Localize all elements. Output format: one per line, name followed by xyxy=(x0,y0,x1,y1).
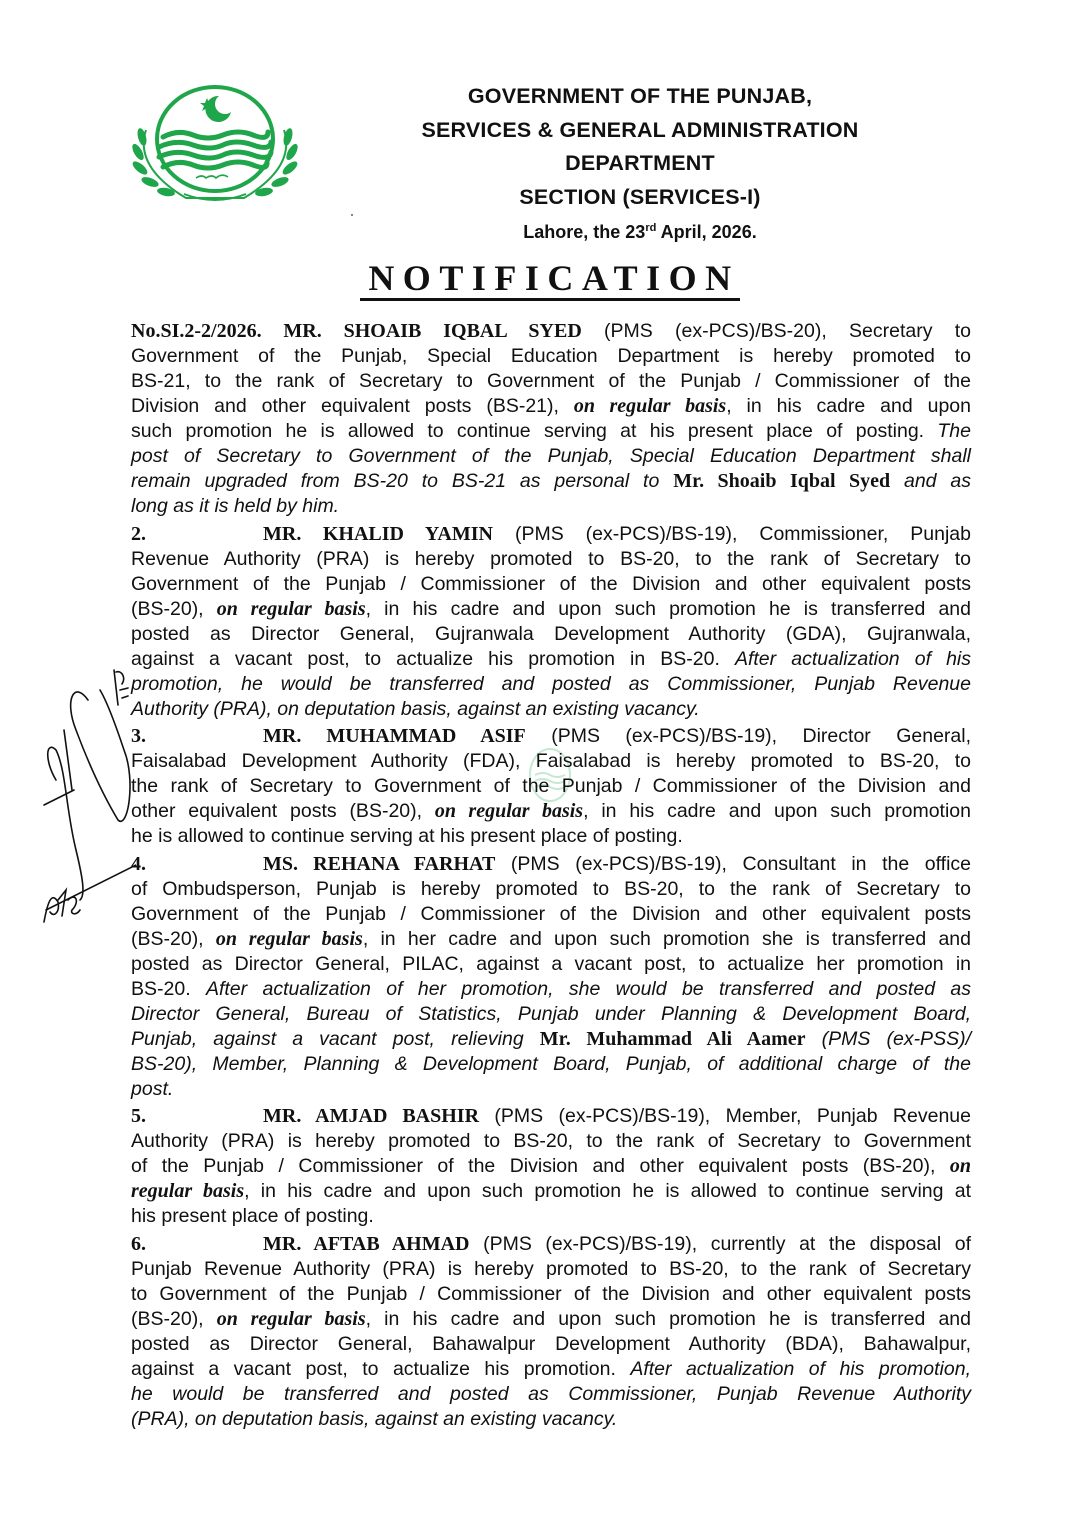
officer-name: MR. AMJAD BASHIR xyxy=(263,1105,480,1127)
body-text: (PMS (ex-PCS)/BS-19), currently at the disposal of xyxy=(469,1232,971,1255)
body-text: (PMS (ex-PCS)/BS-19), Commissioner, Punjab xyxy=(492,522,971,545)
paragraph-line xyxy=(131,852,971,877)
body-text: and as xyxy=(890,470,971,492)
body-text: BS-20. xyxy=(131,977,206,1000)
paragraph-line xyxy=(131,319,971,344)
body-text: he is allowed to continue serving at his present place of posting. xyxy=(131,825,683,847)
officer-name: No.SI.2-2/2026. MR. SHOAIB IQBAL SYED xyxy=(131,320,582,342)
body-text: (BS-20), xyxy=(131,927,216,950)
paragraph-number: 2. xyxy=(131,522,146,545)
header-line: SECTION (SERVICES-I) xyxy=(519,184,761,209)
date-line xyxy=(340,222,940,243)
paragraph-line xyxy=(131,1257,971,1282)
paragraph-line xyxy=(131,1129,971,1154)
paragraph-number: 4. xyxy=(131,852,146,875)
body-text: Government of the Punjab / Commissioner of the Division and other equivalent posts xyxy=(131,902,971,925)
notification-paragraph xyxy=(131,1104,971,1229)
paragraph-line xyxy=(131,444,971,469)
paragraph-line xyxy=(131,1307,971,1332)
header-line: GOVERNMENT OF THE PUNJAB, xyxy=(467,84,813,108)
paragraph-line xyxy=(131,394,971,419)
emphasis-text: on regular basis xyxy=(434,800,584,822)
body-text: of the Punjab / Commissioner of the Division and other equivalent posts (BS-20), xyxy=(131,1155,950,1177)
notification-paragraph xyxy=(131,522,971,722)
paragraph-line xyxy=(131,522,971,547)
body-text: Authority (PRA), on deputation basis, against an existing vacancy. xyxy=(131,697,700,720)
body-text: Punjab, against a vacant post, relieving xyxy=(131,1027,540,1050)
paragraph-line xyxy=(131,927,971,952)
department-header xyxy=(340,80,940,214)
body-text: other equivalent posts (BS-20), xyxy=(131,800,435,822)
stray-dot xyxy=(351,214,353,216)
paragraph-line xyxy=(131,622,971,647)
paragraph-line xyxy=(131,952,971,977)
body-text: remain upgraded from BS-20 to BS-21 as personal to xyxy=(131,470,674,492)
paragraph-line xyxy=(131,1179,971,1204)
paragraph-line xyxy=(131,419,971,444)
notification-paragraph xyxy=(131,852,971,1102)
paragraph-line xyxy=(131,1027,971,1052)
paragraph-line xyxy=(131,1052,971,1077)
body-text: the rank of Secretary to Government of the Punjab / Commissioner of the Division and xyxy=(131,775,971,797)
officer-name: MR. KHALID YAMIN xyxy=(263,522,493,545)
paragraph-line xyxy=(131,597,971,622)
paragraph-line xyxy=(131,749,971,774)
paragraph-line xyxy=(131,469,971,494)
body-text: , in his cadre and upon such promotion he is transferred and xyxy=(365,1307,971,1330)
body-text: , in her cadre and upon such promotion she is transferred and xyxy=(362,927,971,950)
paragraph-line xyxy=(131,1407,971,1432)
paragraph-line xyxy=(131,1154,971,1179)
body-text: After actualization of his xyxy=(734,647,971,670)
paragraph-line xyxy=(131,1204,971,1229)
body-text: (BS-20), xyxy=(131,1307,217,1330)
body-text: long as it is held by him. xyxy=(131,495,340,517)
body-text: post of Secretary to Government of the Punjab, Special Education Department shall xyxy=(131,445,971,467)
paragraph-line xyxy=(131,572,971,597)
body-text: Government of the Punjab / Commissioner of the Division and other equivalent posts xyxy=(131,572,971,595)
notification-title xyxy=(340,258,760,298)
paragraph-line xyxy=(131,547,971,572)
body-text: Authority (PRA) is hereby promoted to BS-20, to the rank of Secretary to Government xyxy=(131,1130,971,1152)
body-text: After actualization of her promotion, she would be transferred and posted as xyxy=(205,977,971,1000)
paragraph-line xyxy=(131,1332,971,1357)
body-text: posted as Director General, Gujranwala Development Authority (GDA), Gujranwala, xyxy=(131,622,971,645)
body-text: posted as Director General, PILAC, against a vacant post, to actualize her promotion in xyxy=(131,952,971,975)
paragraph-line xyxy=(131,977,971,1002)
paragraph-line xyxy=(131,494,971,519)
body-text: , in his cadre and upon xyxy=(726,395,971,417)
body-text: against a vacant post, to actualize his promotion. xyxy=(131,1357,631,1380)
paragraph-line xyxy=(131,1357,971,1382)
handwritten-signature xyxy=(36,660,136,930)
notification-body xyxy=(131,319,971,1434)
officer-name: MR. AFTAB AHMAD xyxy=(263,1232,470,1255)
body-text: (PMS (ex-PCS)/BS-20), Secretary to xyxy=(581,320,971,342)
body-text: Revenue Authority (PRA) is hereby promoted to BS-20, to the rank of Secretary to xyxy=(131,547,971,570)
paragraph-line xyxy=(131,877,971,902)
paragraph-line xyxy=(131,647,971,672)
body-text: Division and other equivalent posts (BS-21), xyxy=(131,395,574,417)
officer-name: Mr. Shoaib Iqbal Syed xyxy=(673,470,891,492)
body-text: post. xyxy=(131,1077,174,1100)
body-text: such promotion he is allowed to continue serving at his present place of posting. xyxy=(131,420,938,442)
body-text: (PMS (ex-PCS)/BS-19), Director General, xyxy=(525,725,972,747)
emphasis-text: on regular basis xyxy=(216,1307,366,1330)
notification-paragraph xyxy=(131,1232,971,1432)
body-text: Faisalabad Development Authority (FDA), Faisalabad is hereby promoted to BS-20, to xyxy=(131,750,971,772)
paragraph-line xyxy=(131,369,971,394)
body-text: The xyxy=(937,420,971,442)
body-text: , in his cadre and upon such promotion he is transferred and xyxy=(365,597,971,620)
emphasis-text: on regular basis xyxy=(573,395,727,417)
paragraph-line xyxy=(131,1232,971,1257)
body-text: posted as Director General, Bahawalpur Development Authority (BDA), Bahawalpur, xyxy=(131,1332,971,1355)
body-text: (PMS (ex-PCS)/BS-19), Member, Punjab Revenue xyxy=(479,1105,971,1127)
body-text: , in his cadre and upon such promotion he is allowed to continue serving at xyxy=(244,1180,971,1202)
paragraph-line xyxy=(131,799,971,824)
body-text: , in his cadre and upon such promotion xyxy=(583,800,971,822)
paragraph-number: 5. xyxy=(131,1105,146,1127)
paragraph-number: 3. xyxy=(131,725,146,747)
body-text: promotion, he would be transferred and posted as Commissioner, Punjab Revenue xyxy=(131,672,971,695)
officer-name: Mr. Muhammad Ali Aamer xyxy=(539,1027,806,1050)
body-text: he would be transferred and posted as Commissioner, Punjab Revenue Authority xyxy=(131,1382,971,1405)
body-text: of Ombudsperson, Punjab is hereby promoted to BS-20, to the rank of Secretary to xyxy=(131,877,971,900)
body-text: BS-21, to the rank of Secretary to Government of the Punjab / Commissioner of the xyxy=(131,370,971,392)
body-text: BS-20), Member, Planning & Development Board, Punjab, of additional charge of the xyxy=(131,1052,971,1075)
emphasis-text: on regular basis xyxy=(216,597,366,620)
paragraph-number: 6. xyxy=(131,1232,146,1255)
body-text: against a vacant post, to actualize his promotion in BS-20. xyxy=(131,647,735,670)
body-text: (PRA), on deputation basis, against an existing vacancy. xyxy=(131,1407,618,1430)
header-line: SERVICES & GENERAL ADMINISTRATION xyxy=(421,117,859,142)
body-text: Punjab Revenue Authority (PRA) is hereby promoted to BS-20, to the rank of Secretary xyxy=(131,1257,971,1280)
paragraph-line xyxy=(131,1382,971,1407)
body-text: Director General, Bureau of Statistics, Punjab under Planning & Development Board, xyxy=(131,1002,971,1025)
paragraph-line xyxy=(131,1104,971,1129)
paragraph-line xyxy=(131,774,971,799)
paragraph-line xyxy=(131,344,971,369)
paragraph-line xyxy=(131,1077,971,1102)
notification-paragraph xyxy=(131,319,971,519)
date-rest: April, 2026. xyxy=(656,222,757,242)
date-prefix: Lahore, the 23 xyxy=(523,222,646,242)
notification-title-text: NOTIFICATION xyxy=(360,258,739,301)
notification-paragraph xyxy=(131,724,971,849)
paragraph-line xyxy=(131,902,971,927)
paragraph-line xyxy=(131,672,971,697)
officer-name: MS. REHANA FARHAT xyxy=(263,852,496,875)
emphasis-text: on xyxy=(949,1155,971,1177)
officer-name: MR. MUHAMMAD ASIF xyxy=(263,725,526,747)
paragraph-line xyxy=(131,697,971,722)
body-text: (PMS (ex-PSS)/ xyxy=(805,1027,971,1050)
paragraph-line xyxy=(131,1282,971,1307)
punjab-government-emblem-logo xyxy=(126,82,304,208)
emphasis-text: on regular basis xyxy=(215,927,363,950)
paragraph-line xyxy=(131,1002,971,1027)
body-text: Government of the Punjab, Special Education Department is hereby promoted to xyxy=(131,345,971,367)
paragraph-line xyxy=(131,824,971,849)
body-text: to Government of the Punjab / Commissioner of the Division and other equivalent posts xyxy=(131,1282,971,1305)
date-suffix-ordinal: rd xyxy=(645,222,657,234)
body-text: (PMS (ex-PCS)/BS-19), Consultant in the office xyxy=(495,852,972,875)
paragraph-line xyxy=(131,724,971,749)
body-text: his present place of posting. xyxy=(131,1205,374,1227)
emphasis-text: regular basis xyxy=(131,1180,245,1202)
body-text: After actualization of his promotion, xyxy=(630,1357,972,1380)
body-text: (BS-20), xyxy=(131,597,217,620)
header-line: DEPARTMENT xyxy=(565,151,715,175)
